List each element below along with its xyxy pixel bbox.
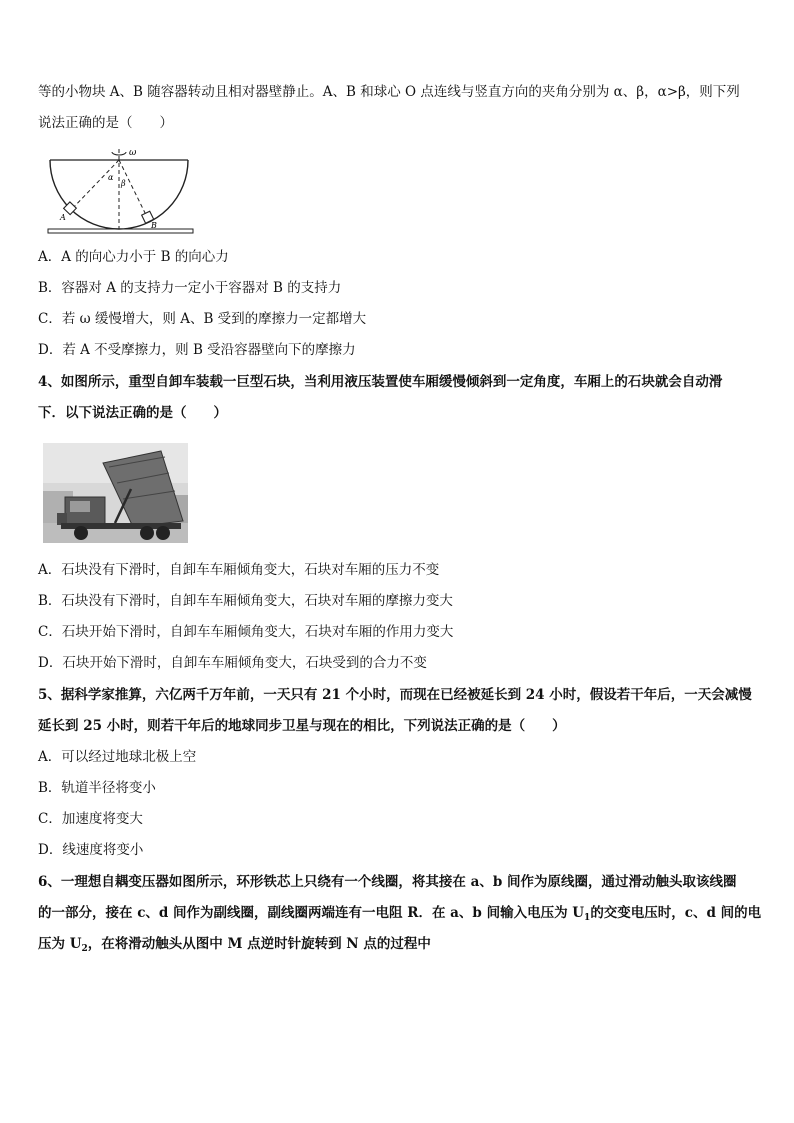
omega-label: ω [129, 148, 137, 158]
q4-option-b: B．石块没有下滑时，自卸车车厢倾角变大，石块对车厢的摩擦力变大 [38, 593, 453, 609]
q6-stem-line1: 6、一理想自耦变压器如图所示，环形铁芯上只绕有一个线圈，将其接在 a、b 间作为原线圈，通过滑动触头取该线圈 [38, 874, 737, 890]
q6-stem-line3-a: 压为 U [38, 936, 82, 952]
q5-stem-line2: 延长到 25 小时，则若干年后的地球同步卫星与现在的相比，下列说法正确的是（ ） [38, 718, 566, 734]
q6-stem-line2-b: 的交变电压时，c、d 间的电 [590, 905, 762, 921]
q5-option-b: B．轨道半径将变小 [38, 780, 156, 796]
q3-option-c: C．若 ω 缓慢增大，则 A、B 受到的摩擦力一定都增大 [38, 311, 367, 327]
q6-stem-line2-a: 的一部分，接在 c、d 间作为副线圈，副线圈两端连有一电阻 R．在 a、b 间输入电压为 U [38, 905, 585, 921]
q5-stem-line1: 5、据科学家推算，六亿两千万年前，一天只有 21 个小时，而现在已经被延长到 24 小时，假设若干年后，一天会减慢 [38, 687, 752, 703]
block-a-label: A [60, 213, 66, 222]
q3-option-d: D．若 A 不受摩擦力，则 B 受沿容器壁向下的摩擦力 [38, 342, 356, 358]
q3-option-b: B．容器对 A 的支持力一定小于容器对 B 的支持力 [38, 280, 342, 296]
q3-option-a: A．A 的向心力小于 B 的向心力 [38, 249, 229, 265]
q4-option-c: C．石块开始下滑时，自卸车车厢倾角变大，石块对车厢的作用力变大 [38, 624, 454, 640]
q5-option-c: C．加速度将变大 [38, 811, 143, 827]
dump-truck-photo [43, 443, 188, 543]
q3-stem-line2: 说法正确的是（ ） [38, 115, 173, 131]
q5-option-d: D．线速度将变小 [38, 842, 144, 858]
q6-u2-subscript: 2 [81, 944, 88, 954]
q6-u1-subscript: 1 [584, 913, 591, 923]
bowl-diagram [40, 143, 200, 235]
q4-option-a: A．石块没有下滑时，自卸车车厢倾角变大，石块对车厢的压力不变 [38, 562, 440, 578]
beta-label: β [121, 179, 126, 188]
q6-stem-line3-b: ，在将滑动触头从图中 M 点逆时针旋转到 N 点的过程中 [87, 936, 431, 952]
q3-stem-line1: 等的小物块 A、B 随容器转动且相对器壁静止。A、B 和球心 O 点连线与竖直方向的夹角分别为 α、β，α>β，则下列 [38, 84, 740, 100]
q6-stem-line2 [38, 903, 761, 928]
q6-stem-line3 [38, 934, 431, 959]
alpha-label: α [108, 173, 114, 182]
block-b-label: B [151, 221, 157, 230]
q4-stem-line2: 下．以下说法正确的是（ ） [38, 405, 227, 421]
q4-stem-line1: 4、如图所示，重型自卸车装载一巨型石块，当利用液压装置使车厢缓慢倾斜到一定角度，车厢上的石块就会自动滑 [38, 374, 723, 390]
q5-option-a: A．可以经过地球北极上空 [38, 749, 197, 765]
q4-option-d: D．石块开始下滑时，自卸车车厢倾角变大，石块受到的合力不变 [38, 655, 427, 671]
